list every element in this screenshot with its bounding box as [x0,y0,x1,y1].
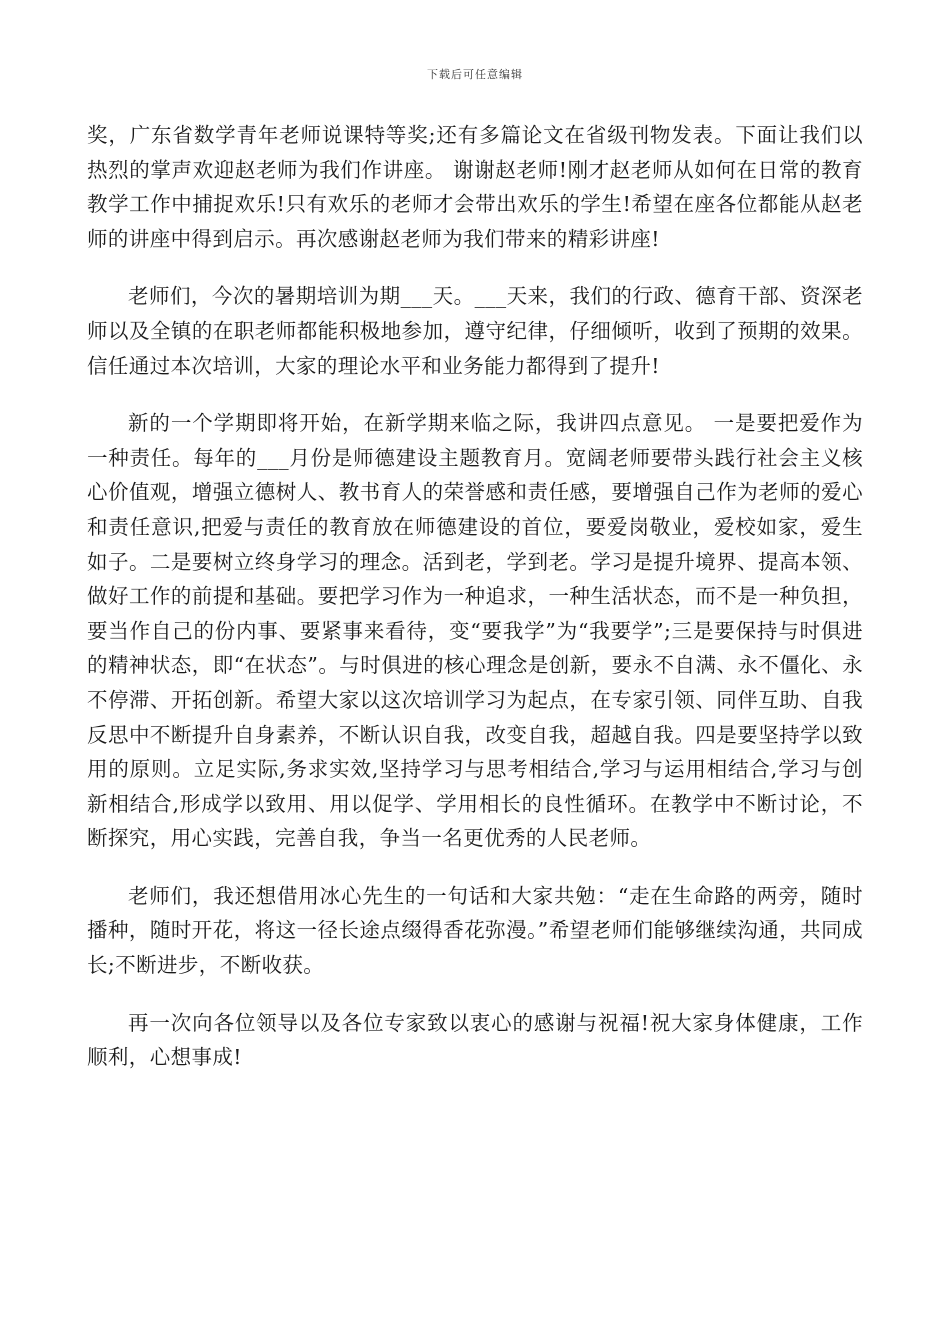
paragraph-quote: 老师们，我还想借用冰心先生的一句话和大家共勉：“走在生命路的两旁，随时播种，随时开花，将这一径长途点缀得香花弥漫。”希望老师们能够继续沟通，共同成长;不断进步，不断收获。 [87,883,863,978]
document-body [87,118,863,1098]
page-header: 下载后可任意编辑 [427,68,523,81]
paragraph-continuation: 奖，广东省数学青年老师说课特等奖;还有多篇论文在省级刊物发表。下面让我们以热烈的掌声欢迎赵老师为我们作讲座。 谢谢赵老师!刚才赵老师从如何在日常的教育教学工作中捕捉欢乐!只有欢乐的老师才会带出欢乐的学生!希望在座各位都能从赵老师的讲座中得到启示。再次感谢赵老师为我们带来的精彩讲座! [87,123,863,251]
paragraph-closing: 再一次向各位领导以及各位专家致以衷心的感谢与祝福!祝大家身体健康，工作顺利，心想事成! [87,1010,863,1070]
paragraph-training-summary: 老师们，今次的暑期培训为期___天。___天来，我们的行政、德育干部、资深老师以及全镇的在职老师都能积极地参加，遵守纪律，仔细倾听，收到了预期的效果。信任通过本次培训，大家的理论水平和业务能力都得到了提升! [87,284,863,378]
paragraph-four-points: 新的一个学期即将开始，在新学期来临之际，我讲四点意见。 一是要把爱作为一种责任。每年的___月份是师德建设主题教育月。宽阔老师要带头践行社会主义核心价值观，增强立德树人、教书育人的荣誉感和责任感，要增强自己作为老师的爱心和责任意识,把爱与责任的教育放在师德建设的首位，要爱岗敬业，爱校如家，爱生如子。二是要树立终身学习的理念。活到老，学到老。学习是提升境界、提高本领、做好工作的前提和基础。要把学习作为一种追求，一种生活状态，而不是一种负担，要当作自己的份内事、要紧事来看待，变“要我学”为“我要学”;三是要保持与时俱进的精神状态，即“在状态”。与时俱进的核心理念是创新，要永不自满、永不僵化、永不停滞、开拓创新。希望大家以这次培训学习为起点，在专家引领、同伴互助、自我反思中不断提升自身素养，不断认识自我，改变自我，超越自我。四是要坚持学以致用的原则。立足实际,务求实效,坚持学习与思考相结合,学习与运用相结合,学习与创新相结合,形成学以致用、用以促学、学用相长的良性循环。在教学中不断讨论，不断探究，用心实践，完善自我，争当一名更优秀的人民老师。 [87,411,863,851]
